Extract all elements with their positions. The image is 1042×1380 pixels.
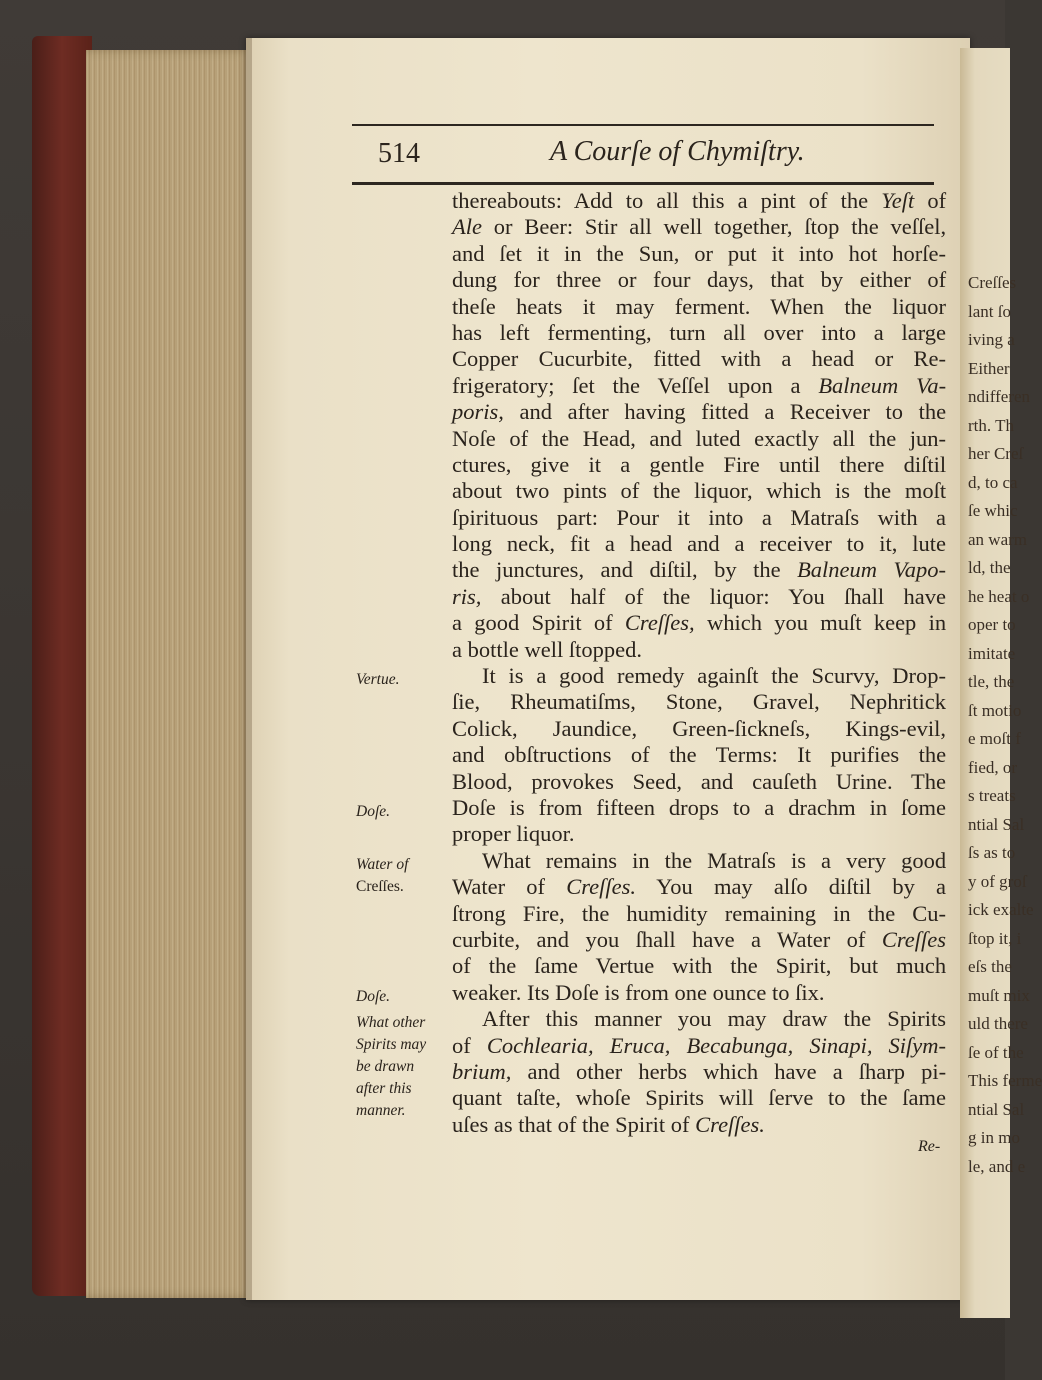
next-page-fragment: ntial Sal	[968, 1099, 1025, 1119]
body-line: Ale or Beer: Stir all well together, ſtop the veſſel,	[452, 214, 947, 240]
catchword: Re-	[918, 1138, 941, 1155]
margin-note-what-other-spirits	[356, 1012, 426, 1122]
margin-note-line: manner.	[356, 1102, 406, 1120]
body-line: It is a good remedy againſt the Scurvy, Drop-	[482, 663, 946, 689]
next-page-fragment: ſtop it, i	[968, 928, 1022, 948]
margin-note-dose-2	[356, 986, 390, 1008]
right-page-edge	[960, 48, 1042, 1318]
body-line: of the ſame Vertue with the Spirit, but much	[452, 953, 947, 979]
page-block-edges	[86, 50, 254, 1298]
next-page-fragment: e moſt f	[968, 729, 1021, 748]
body-line: Copper Cucurbite, fitted with a head or Re-	[452, 346, 947, 372]
body-line: and ſet it in the Sun, or put it into hot horſe-	[452, 240, 946, 266]
body-line: What remains in the Matraſs is a very good	[482, 847, 947, 873]
body-line: quant taſte, whoſe Spirits will ſerve to the ſame	[452, 1085, 946, 1111]
body-line: Doſe is from fifteen drops to a drachm in ſome	[452, 794, 947, 820]
body-line: has left fermenting, turn all over into a large	[452, 319, 947, 345]
margin-note-line: Doſe.	[356, 803, 391, 821]
next-page-fragment: Creſſes	[968, 273, 1017, 292]
body-line: thereabouts: Add to all this a pint of the Yeſt of	[452, 188, 947, 213]
next-page-fragment: iving a	[968, 330, 1015, 349]
next-page-fragment: ld, the	[968, 558, 1011, 577]
next-page-fragment: y of groſ	[968, 871, 1027, 891]
margin-note-line: after this	[356, 1080, 412, 1098]
next-page-fragment: ſe of the	[968, 1042, 1024, 1062]
body-line: the junctures, and diſtil, by the Balneum Vapo-	[452, 557, 947, 583]
next-page-fragment: ick exalte	[968, 900, 1034, 919]
next-page-fragment: her Creſ	[968, 444, 1024, 463]
body-line: Noſe of the Head, and luted exactly all the jun-	[452, 425, 947, 451]
body-line: theſe heats it may ferment. When the liquor	[452, 293, 947, 319]
margin-note-line: Spirits may	[356, 1036, 427, 1054]
next-page-fragment: ſs as to	[968, 843, 1016, 862]
next-page-fragment: oper to	[968, 615, 1016, 634]
next-page-fragment: an warm	[968, 529, 1028, 549]
body-line: ſpirituous part: Pour it into a Matraſs with a	[452, 504, 947, 530]
margin-note-line: What other	[356, 1014, 426, 1032]
next-page-fragment: ſe whic	[968, 501, 1018, 520]
body-line: Colick, Jaundice, Green-ſickneſs, Kings-evil,	[452, 715, 946, 741]
body-line: long neck, fit a head and a receiver to it, lute	[452, 531, 947, 557]
margin-note-line: Creſſes.	[356, 878, 404, 895]
body-line: weaker. Its Doſe is from one ounce to ſix.	[452, 979, 825, 1005]
next-page-fragment: Either	[968, 358, 1010, 378]
next-page-fragment: d, to ca	[968, 472, 1018, 492]
book-cover-edge	[32, 36, 92, 1296]
header-rule-top	[352, 124, 934, 126]
next-page-fragment: tle, the	[968, 672, 1015, 691]
body-line: poris, and after having fitted a Receiver to the	[452, 399, 947, 425]
next-page-fragment: muſt mix	[968, 985, 1030, 1005]
next-page-fragment: This ferme	[968, 1071, 1042, 1090]
next-page-fragment: g in mo	[968, 1128, 1020, 1147]
body-text	[452, 188, 946, 1138]
page-gutter-shadow	[246, 38, 252, 1300]
next-page-fragment: ndifferen	[968, 387, 1030, 406]
body-line: After this manner you may draw the Spirits	[482, 1006, 946, 1032]
margin-note-line: Water of	[356, 856, 409, 873]
next-page-fragment: uld there	[968, 1014, 1028, 1033]
next-page-fragment: fied, or	[968, 757, 1018, 777]
next-page-fragment: s treats	[968, 786, 1016, 805]
body-line: proper liquor.	[452, 821, 575, 847]
body-line: ſtrong Fire, the humidity remaining in the Cu-	[452, 900, 947, 926]
margin-note-dose-1	[356, 801, 390, 823]
body-line: Water of Creſſes. You may alſo diſtil by a	[452, 874, 947, 900]
margin-note-water-of-cresses	[356, 854, 408, 898]
next-page-fragment: ntial Sal	[968, 814, 1025, 834]
body-line: a good Spirit of Creſſes, which you muſt keep in	[452, 610, 947, 636]
running-title: A Courſe of Chymiſtry.	[550, 136, 805, 167]
body-line: curbite, and you ſhall have a Water of Creſſes	[452, 926, 946, 952]
next-page-fragment: rth. Th	[968, 415, 1014, 435]
next-page-fragment: imitate	[968, 643, 1016, 663]
margin-note-line: Doſe.	[356, 988, 391, 1005]
body-line: brium, and other herbs which have a ſharp pi-	[452, 1058, 947, 1084]
next-page-fragment: ſt motio	[968, 700, 1022, 720]
page-number: 514	[378, 138, 420, 169]
body-line: of Cochlearia, Eruca, Becabunga, Sinapi, Siſym-	[452, 1032, 947, 1058]
margin-note-line: be drawn	[356, 1058, 415, 1076]
body-line: ris, about half of the liquor: You ſhall have	[452, 583, 947, 609]
next-page-fragment: eſs the	[968, 957, 1012, 976]
next-page-fragment: he heat o	[968, 586, 1030, 606]
header-rule-bottom	[352, 182, 934, 185]
body-line: ſie, Rheumatiſms, Stone, Gravel, Nephritick	[452, 689, 947, 715]
next-page-fragment: lant ſo	[968, 301, 1011, 321]
margin-note-vertue	[356, 669, 399, 691]
body-line: frigeratory; ſet the Veſſel upon a Balneum Va-	[452, 372, 947, 398]
body-line: about two pints of the liquor, which is the moſt	[452, 478, 947, 504]
body-line: and obſtructions of the Terms: It purifies the	[452, 742, 947, 768]
body-line: ctures, give it a gentle Fire until there diſtil	[452, 451, 947, 477]
body-line: dung for three or four days, that by either of	[452, 267, 947, 293]
body-line: a bottle well ſtopped.	[452, 636, 642, 662]
next-page-fragment: le, and e	[968, 1156, 1026, 1176]
body-line: uſes as that of the Spirit of Creſſes.	[452, 1111, 765, 1137]
body-line: Blood, provokes Seed, and cauſeth Urine. The	[452, 768, 947, 794]
margin-note-line: Vertue.	[356, 671, 400, 689]
